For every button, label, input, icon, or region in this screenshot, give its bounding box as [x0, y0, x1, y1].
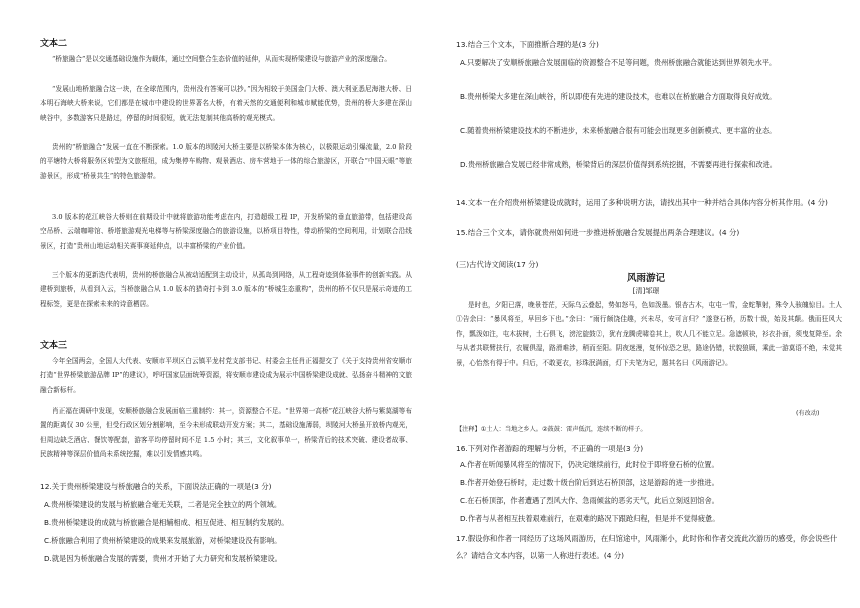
- text2-paragraph-4: 3.0 版本的花江峡谷大桥则在前期设计中就将旅游功能考虑在内，打造超级工程 IP，开发桥梁的垂直旅游带，包括建设高空吊桥、云端咖啡馆、桥塔旅游观光电梯等与桥梁深度融合的旅游设施，以桥项目特性，带动桥梁的空间利用，计划联合沿线景区，打造“贵州山地运动相关赛事赛延伸点，以丰富桥梁的产业价值。: [40, 213, 412, 250]
- text2-paragraph-2: “发展山地桥旅融合这一块，在全球范围内，贵州没有答案可以抄。”因为相较于美国金门大桥、澳大利亚悉尼海港大桥、日本明石海峡大桥来说，它们都是在城市中建设的世界著名大桥，有着天然的交通便利和城市赋能优势，贵州的桥大多建在深山峡谷中，多数游客只是路过，停留的时间很短，就无法复制其他高桥的观光模式。: [40, 85, 412, 122]
- source-note: (有改动): [796, 410, 820, 417]
- section-heading-classical: (三)古代诗文阅读(17 分): [456, 260, 539, 269]
- question-13-option-c[interactable]: C.随着贵州桥梁建设技术的不断进步，未来桥旅融合很有可能会出现更多创新模式、更丰富的业态。: [460, 126, 777, 135]
- question-13-option-d[interactable]: D.贵州桥旅融合发展已经非常成熟，桥梁背后的深层价值得到系统挖掘，不需要再进行探索和改进。: [460, 160, 777, 169]
- text3-paragraph-1: 今年全国两会，全国人大代表、安顺市平坝区白云镇平龙村党支部书记、村委会主任肖正福提交了《关于支持贵州省安顺市打造“世界桥梁旅游品牌 IP”的建议》，呼吁国家层面统筹资源，将安顺市建设成为展示中国桥梁建设成就、弘扬奋斗精神的文旅融合新标杆。: [40, 357, 412, 394]
- question-17: 17.假设你和作者一同经历了这场风雨游历，在归馆途中，风雨渐小，此时你和作者交流此次游历的感受，你会说些什么？请结合文本内容，以第一人称进行表述。(4 分): [456, 534, 838, 560]
- question-16-option-b[interactable]: B.作者开始登石桥时，走过数十级台阶后到达石桥顶部，这是游踪的进一步推进。: [460, 478, 719, 487]
- right-column: [432, 0, 860, 608]
- text3-heading: 文本三: [40, 341, 68, 351]
- question-16-option-a[interactable]: A.作者在听闻暴风将至的情况下，仍决定继续前行，此时位于即将登石桥的位置。: [460, 460, 719, 469]
- left-column: [0, 0, 428, 608]
- question-16-stem: 16.下列对作者游踪的理解与分析，不正确的一项是(3 分): [456, 444, 644, 453]
- poem-text: 是时也，夕阳已落，晚景苍茫，天际乌云叠起，势如怒马，色如泼墨。银杏古木，屯屯一雪，金蛇掣射，殊令人骇魄惊目。土人①告余曰：“暴风将至，早回乡下也。”余曰：“雨行颇饶佳趣，兴未尽，安可言归？”遂登石桥，历数十级，始及其颠。俄而狂风大作，瓢泼如注，屯木拔树，土石俱飞，滂沱旋鼓②，犹有龙腾虎啸卷其上，吹人几不能立足。急遮顿袂，衫衣扑面，须曳复降至。余与从者共联臂扶行，衣履俱湿，路滑难涉，稍而至阳。阴夜迷漫，复怀惊恐之思，路途仍错，状貌狼顾，乘此一游莫语不绝，未觉其景，心怡然有得于中。归后，不敢更衣，衫珠泯满面，灯下夫笔为记，题其名曰《风雨游记》。: [456, 301, 842, 367]
- question-12-option-b[interactable]: B.贵州桥梁建设的成就与桥旅融合是相辅相成、相互促进、相互制约发展的。: [44, 518, 289, 527]
- question-16-option-c[interactable]: C.在石桥顶部，作者遭遇了烈风大作、急雨倾盆的恶劣天气，此后立刻返回馆舍。: [460, 496, 719, 505]
- question-14: 14.文本一在介绍贵州桥梁建设成就时，运用了多种说明方法，请找出其中一种并结合具体内容分析其作用。(4 分): [456, 198, 828, 207]
- question-12-option-c[interactable]: C.桥旅融合利用了贵州桥梁建设的成果来发展旅游，对桥梁建设没有影响。: [44, 536, 282, 545]
- text2-paragraph-3: 贵州的“桥旅融合”发展一直在不断探索。1.0 版本的坝陵河大桥主要是以桥梁本体为核心，以极限运动引爆流量，2.0 阶段的平塘特大桥将服务区转型为文旅枢纽，成为集停车购物、观景酒店、房车营地于一体的综合旅游区，开联合“中国天眼”等旅游景区，形成“桥景共生”的特色旅游带。: [40, 143, 412, 180]
- question-12-stem: 12.关于贵州桥梁建设与桥旅融合的关系，下面说法正确的一项是(3 分): [40, 482, 272, 491]
- question-12-option-d[interactable]: D.就是因为桥旅融合发展的需要，贵州才开始了大力研究和发展桥梁建设。: [44, 554, 282, 563]
- text2-heading: 文本二: [40, 39, 68, 49]
- text2-paragraph-1: “桥旅融合”是以交通基础设施作为载体，通过空间整合生态价值的延伸，从而实现桥梁建设与旅游产业的深度融合。: [52, 55, 392, 63]
- question-12-option-a[interactable]: A.贵州桥梁建设的发展与桥旅融合毫无关联，二者是完全独立的两个领域。: [44, 500, 282, 509]
- annotation-note: 【注释】①土人：当地之乡人。②鼓鼓：雷声低沉，连续不断的样子。: [456, 426, 647, 433]
- poem-author: [清]邹璟: [632, 287, 660, 295]
- text2-paragraph-5: 三个版本的更新迭代表明，贵州的桥旅融合从被动适配到主动设计，从孤岛到网络，从工程奇迹到体验事件的创新实践。从建桥到旅桥，从看到入云，当桥旅融合从 1.0 版本的猎奇打卡到 3.0 版本的“桥城生态重构”，贵州的桥不仅只是展示奇迹的工程标签，更是在探索未来的诗意栖居。: [40, 271, 412, 308]
- question-13-option-a[interactable]: A.只要解决了安顺桥旅融合发展面临的资源整合不足等问题，贵州桥旅融合就能达到世界领先水平。: [460, 58, 777, 67]
- question-13-stem: 13.结合三个文本，下面推断合理的是(3 分): [456, 40, 599, 49]
- question-15: 15.结合三个文本，请你就贵州如何进一步推进桥旅融合发展提出两条合理建议。(4 分): [456, 228, 740, 237]
- poem-title: 风雨游记: [626, 273, 665, 284]
- question-16-option-d[interactable]: D.作者与从者相互扶着艰难前行，在艰难的路况下跟跄归程，但是并不觉得疲惫。: [460, 514, 720, 523]
- text3-paragraph-2: 肖正福在调研中发现，安顺桥旅融合发展面临三重制约：其一，资源整合不足。“世界第一高桥”花江峡谷大桥与紫莫湖等布置的距离仅 30 公里，但受行政区划分割影响，至今未形成联动开发方案；其二，基础设施薄弱，坝陵河大桥虽开放桥内观光，但周边缺乏酒店、餐饮等配套，游客平均停留时间不足 1.5 小时；其三，文化叙事单一，桥梁背后的技术突破、建设者故事、民族精神等深层价值尚未系统挖掘，难以引发情感共鸣。: [40, 407, 412, 459]
- question-13-option-b[interactable]: B.贵州桥梁大多建在深山峡谷，所以即使有先进的建设技术，也难以在桥旅融合方面取得良好成效。: [460, 92, 777, 101]
